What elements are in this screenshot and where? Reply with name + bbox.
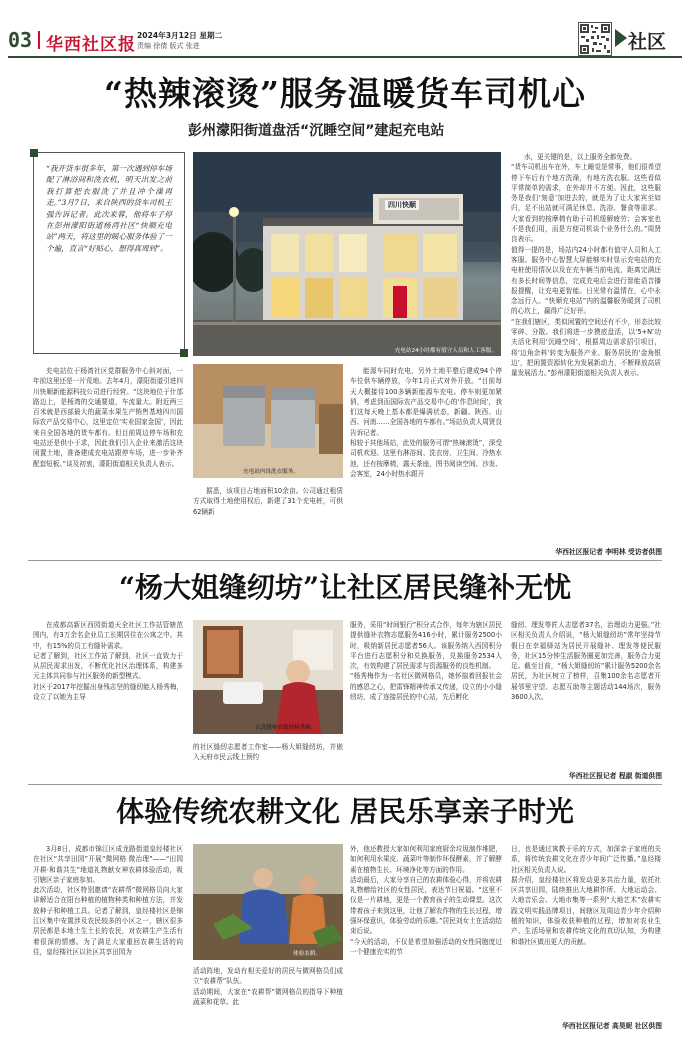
date-line: 2024年3月12日 星期二 (137, 31, 223, 40)
article2-col2: 的社区缝纫志愿者工作室——杨大姐缝纫坊，并嵌入天府市民云线上预约 (193, 743, 343, 762)
article1-subtitle: 彭州濛阳街道盘活“沉睡空间”建起充电站 (188, 123, 445, 139)
photo-farming (193, 844, 343, 960)
article2-signature: 华西社区报记者 程淑 街道供图 (568, 772, 662, 780)
photo2-caption: 充电站内设洗衣服务。 (243, 469, 299, 475)
article3-col3: 外，他还教授大家如何利用家庭厨余垃圾制作堆肥，如何利用水果皮、蔬菜叶等制作环保酵素，并了解酵素在植物生长、环境净化等方面的作用。 活动最后，大家分享自己的农耕体验心得，并将农耕礼物赠给社区的女性居民，表达节日祝福。“这里不仅是一片耕地，更是一个教育孩子的生动课堂。这次带着孩子来到这里，让他了解农作物的生长过程，增强环保意识，体验劳动的乐趣。”居民刘女士在活动结束后说。 “今天的活动，不仅是希望加强活动的女性同胞度过一个健康充实的节 (350, 845, 502, 956)
section-name: 社区 (628, 31, 667, 53)
section-divider (28, 560, 662, 561)
article1-col-far-right: 水，更关键的是，以上服务全都免费。 “货车司机出车在外，车上睡觉是常事，他们很希望停下车后有个地方洗澡，有地方洗衣服。这些看似平常简单的需求，在外却并不方便。因此，这些服务是我们‘刻意’加进去的，就是为了让大家宾至如归，足不出站就可满足休息、洗浴、餐食等需求。大家看到的按摩椅有助于司机缓解疲劳；会客室也不是我们用，而是方便司机谈个业务什么的。”周贤良表示。 值得一提的是，场站内24小时都有值守人员和人工客服。服务中心智慧大屏能够实时显示充电站的充电桩使用情况以及在充车辆当前电流，距离完满还有多长时间等信息，完成充电后会进行智能语音播报提醒，让充电更智能。日光常有温情在，心中永念远行人。“快顺充电站”内的温馨服务暖到了司机的心坎上，赢得广泛好评。 “在我们辖区，类似闲置的空间还有不少，形态比较零碎、分散。我们将进一步摸底盘活，以‘5+N’功夫活化利用‘沉睡空间’，根据周边需求招引项目，将‘边角余料’转变为服务产业、服务居民的‘金角银边’，把闲置资源转化为发展新动力，不断释放高质量发展活力。”彭州濛阳街道相关负责人表示。 (511, 153, 661, 378)
staff-line: 责编 徐倩 版式 张进 (137, 42, 200, 50)
photo4-caption: 体验农耕。 (293, 951, 321, 957)
masthead (0, 0, 690, 62)
article2-title: “杨大姐缝纫坊”让社区居民缝补无忧 (118, 571, 572, 604)
article3-signature: 华西社区报记者 高昊妮 社区供图 (562, 1022, 662, 1030)
qr-code-icon (578, 22, 612, 56)
article3-title: 体验传统农耕文化 居民乐享亲子时光 (116, 795, 574, 828)
quote-corner-icon (180, 349, 188, 357)
station-sign: 四川快顺 (385, 200, 419, 210)
photo3-caption: 认真缝补衣服的杨秀梅。 (255, 725, 317, 731)
article2-col1: 在成都高新区西园街道天全社区工作站管辖范围内，有3万余名企业员工长期居住在公寓之中。其中，有15%的员工有缝补需求。 记者了解到，社区工作站了解到，社区一直致力于从居民需求出发，不断优化社区治理体系，构建多元主体共同参与社区服务的新型模式。 社区于2017年挖掘出身残志坚的缝纫能人杨秀梅，设立了以她为主导 (33, 621, 183, 702)
article2-col3: 服务，采用“时间银行”积分式合作，每年为辖区居民提供缝补衣物志愿服务416小时，累计服务2500小时，吸纳新居民志愿者56人。该服务纳入西园积分平台进行志愿积分和兑换服务，兑换服务2534人次，有效构建了居民需求与资源服务的良性机制。 “杨秀梅作为一名社区微网格员，她怀揣着回报社会的感恩之心，把雷锋精神传承又传递，设立的小小缝纫坊，成了连接居民的中心站，先后孵化 (350, 621, 502, 702)
quote-corner-icon (30, 149, 38, 157)
section-badge (615, 29, 627, 47)
article3-col1: 3月8日，成都市锦江区成龙路街道皇经楼社区在社区“共享田园”开展“微网格 微治理”——“田园开耕·和谐共生”地道礼物献女神农耕体验活动，吸引辖区亲子家庭参加。 此次活动，社区特别邀请“农耕帮”微网格员向大家讲解适合在阳台种植的植物种类和种植方法，并发放种子和种植工具。记者了解到，皇经楼社区是锦江区集中安置涉及农民较多的小区之一，辖区很多居民都是本地土生土长的农民，对农耕生产生活有着很深的情感。为了满足大家重回农耕生活的向往，皇经楼社区以社区共享田园为 (33, 845, 183, 956)
page-number: 03 (8, 28, 33, 52)
article1-signature: 华西社区报记者 李明林 受访者供图 (555, 548, 662, 556)
photo-laundry (193, 364, 343, 478)
article1-col-mid: 据悉，该项目占地面积10余亩。公司通过租赁方式取得土地使用权后，新建了31个充电桩，可供62辆新 (193, 487, 343, 516)
article3-col2: 活动阵地，发动有相关爱好的居民与微网格员们成立“农耕帮”队伍。 活动期间，大家在“农耕帮”微网格员的指导下种植蔬菜和花草。此 (193, 967, 343, 1006)
page-number-divider (38, 31, 40, 49)
lead-quote: “我开货车很多年，第一次遇到停车场配了淋浴间和洗衣机，明天出发之前我打算把衣服洗了并且冲个澡再走。”3月7日，来自陕西的货车司机王强告诉记者。此次来蓉，他将车子停在彭州濛阳街道杨湾社区“快顺充电站”两天，将这里的暖心服务体验了一个遍，直言“好贴心，想得真周到”。 (46, 164, 172, 253)
photo-seamstress (193, 620, 343, 734)
header-rule (8, 56, 682, 58)
article1-col-right: 能源车同时充电，另外土地平整后建成94个停车位供车辆停放，今年1月正式对外开放。“目前每天大概接待100多辆新能源车充电。停车则更加紧俏，考虑到而国际农产品交易中心的‘作息时间’，我们这每天晚上基本都是爆满状态，新疆、陕西、山西、河南……全国各地的车都有。”场站负责人周贤良告诉记者。 相较于其他场站，此处的服务可谓“热辣滚烫”，深受司机欢迎。这里有淋浴间、洗衣房、卫生间、冷热水池，还有按摩椅，露天茶座，图书阅读空间、沙发、会客室，24小时热水跟开 (350, 367, 502, 478)
article1-col-left: 充电站位于杨湾社区党群服务中心斜对面，一年前这里还是一片荒地。去年4月，濛阳街道引进四川快顺新能源科技公司进行经营。“这块地位于什邡路边上，是杨湾的交通要道，车流量大。附近两三百米就是西部最大的蔬菜水果生产销售基地四川国际农产品交易中心，这里定位‘实业国家金国’，因此来自全国各地的货车都有。但目前周边停车场和充电站还是供小于求，因此我们引入企业来激活这块闲置土地，准备建成充电站跟停车场，进一步补齐配套短板。”谈及初衷，濛阳街道相关负责人表示。 (33, 367, 183, 468)
photo-charging-station (193, 152, 501, 356)
article2-col4: 缝纫、理发等匠人志愿者37名，治理动力更强。”社区相关负责人介绍说，“杨大姐缝纫坊”常年坚持节假日在幸福驿站为居民开展缝补、理发等便民服务，社区15分钟生活服务圈更加完善，服务合力更足。截至目前，“杨大姐缝纫坊”累计服务5200余名居民，为社区树立了榜样，召集100余名志愿者开展邻里守望、志愿互助等主题活动144场次，服务3600人次。 (511, 621, 661, 702)
photo1-caption: 充电站24小时都有值守人员和人工客服。 (394, 348, 497, 354)
lead-quote-box (33, 152, 185, 354)
paper-name: 华西社区报 (46, 35, 136, 55)
section-divider (28, 784, 662, 785)
article3-col4: 日，也是通过寓教于乐的方式，加深亲子家庭的关系，将传统农耕文化在青少年间广泛传播。”皇经楼社区相关负责人说。 据介绍，皇经楼社区将发动更多共治力量，依托社区共享田园，陆续推出大地耕作所、大地运动会、大地音乐会、大地市集等一系列“大地艺术”农耕实践文明实践品牌项目，间辖区及周边青少年介绍种植的知识，体验收获种植的过程，增加对农业生产、生活场景和农耕传统文化的真切认知，为构建和谐社区做出更大的贡献。 (511, 845, 661, 946)
article1-title: “热辣滚烫”服务温暖货车司机心 (104, 74, 586, 113)
